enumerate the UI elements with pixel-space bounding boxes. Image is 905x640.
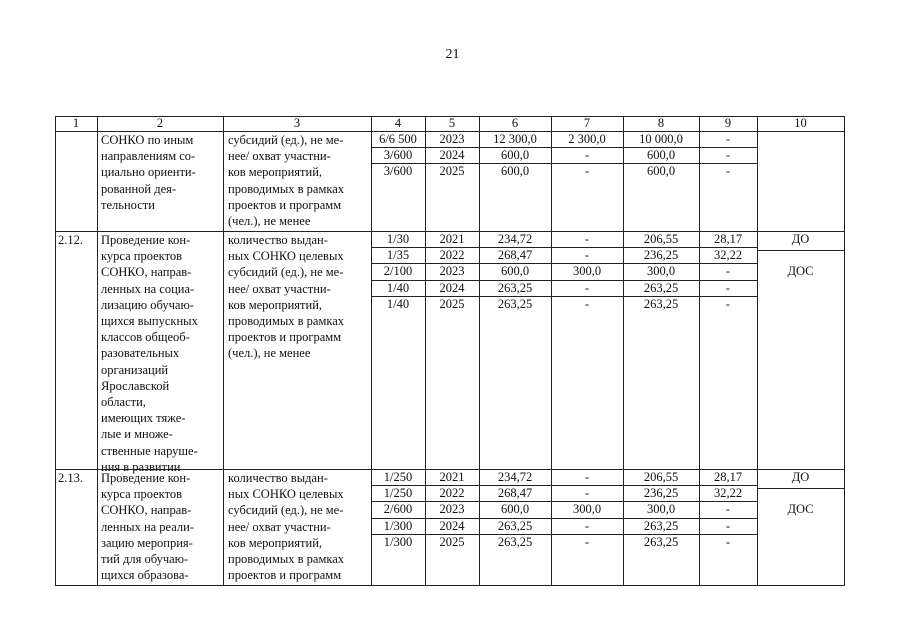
data-cell: - <box>725 280 731 295</box>
data-cell: - <box>584 164 590 179</box>
data-cell: 2023 <box>439 264 465 279</box>
data-cell: 600,0 <box>500 164 530 179</box>
data-cell: 2022 <box>439 486 465 501</box>
row-name-line: тельности <box>101 197 155 212</box>
row-name-line: щихся выпускных <box>101 314 198 328</box>
data-cell: 1/300 <box>383 518 413 533</box>
row-name-line: разовательных <box>101 346 180 361</box>
data-cell: - <box>584 280 590 295</box>
data-cell: 263,25 <box>497 518 533 533</box>
row-indicator-line: субсидий (ед.), не ме- <box>228 503 344 518</box>
row-name-line: циально ориенти- <box>101 165 196 180</box>
data-cell: 2025 <box>439 296 465 311</box>
header-cell: 5 <box>448 116 456 130</box>
row-name-line: направлениям со- <box>101 149 196 164</box>
header-cell: 7 <box>583 116 591 130</box>
data-cell: 2 300,0 <box>568 132 606 146</box>
data-cell: - <box>584 148 590 163</box>
data-cell: 1/300 <box>383 534 413 549</box>
row-name-line: ленных на реали- <box>101 519 194 534</box>
row-indicator-line: (чел.), не менее <box>228 346 311 361</box>
data-cell: 236,25 <box>643 486 679 501</box>
data-cell: 32,22 <box>713 486 743 501</box>
data-cell: 236,25 <box>643 248 679 263</box>
data-cell: 1/35 <box>386 248 410 263</box>
data-cell: 2025 <box>439 164 465 179</box>
responsible-cell: ДО <box>791 232 810 246</box>
data-cell: 300,0 <box>646 502 676 517</box>
row-indicator-line: проводимых в рамках <box>228 181 345 196</box>
row-name-line: организаций <box>101 362 169 377</box>
data-cell: 1/250 <box>383 486 413 501</box>
row-indicator-line: проводимых в рамках <box>228 552 345 566</box>
data-cell: 1/40 <box>386 296 410 311</box>
data-cell: - <box>725 164 731 179</box>
row-name-line: лизацию обучаю- <box>101 297 194 312</box>
row-indicator-line: субсидий (ед.), не ме- <box>228 133 344 147</box>
data-cell: 600,0 <box>500 502 530 517</box>
row-name-line: щихся образова- <box>101 568 189 583</box>
data-cell: 1/40 <box>386 280 410 295</box>
data-cell: 28,17 <box>713 232 743 246</box>
data-cell: 10 000,0 <box>639 132 683 146</box>
data-cell: 2024 <box>439 518 465 533</box>
data-cell: 263,25 <box>643 534 679 549</box>
data-cell: 600,0 <box>646 148 676 163</box>
row-name-line: СОНКО по иным <box>101 133 194 147</box>
data-cell: - <box>725 132 731 146</box>
data-cell: 268,47 <box>497 486 533 501</box>
row-name-line: имеющих тяже- <box>101 411 186 426</box>
data-cell: 2021 <box>439 470 465 484</box>
row-name-line: тий для обучаю- <box>101 552 189 566</box>
data-cell: - <box>584 248 590 263</box>
header-cell: 4 <box>394 116 402 130</box>
row-indicator-line: ков мероприятий, <box>228 297 323 312</box>
data-cell: 1/250 <box>383 470 413 484</box>
data-cell: 263,25 <box>643 518 679 533</box>
data-cell: - <box>725 264 731 279</box>
header-cell: 2 <box>156 116 164 130</box>
row-name-line: ленных на социа- <box>101 281 195 296</box>
data-cell: 268,47 <box>497 248 533 263</box>
row-indicator-line: ков мероприятий, <box>228 535 323 550</box>
data-cell: 2/100 <box>383 264 413 279</box>
data-cell: 3/600 <box>383 164 413 179</box>
row-indicator-line: ков мероприятий, <box>228 165 323 180</box>
data-cell: - <box>584 486 590 501</box>
data-cell: - <box>725 148 731 163</box>
header-cell: 3 <box>293 116 301 130</box>
data-cell: - <box>584 470 590 484</box>
header-cell: 10 <box>794 116 807 130</box>
data-cell: 234,72 <box>497 470 533 484</box>
header-cell: 8 <box>657 116 665 130</box>
row-name-line: Ярославской <box>101 378 170 393</box>
header-cell: 1 <box>72 116 80 130</box>
sub-row-line <box>757 488 844 489</box>
data-cell: 263,25 <box>497 534 533 549</box>
data-cell: - <box>725 296 731 311</box>
row-name-line: рованной дея- <box>101 181 177 196</box>
data-cell: - <box>584 296 590 311</box>
data-cell: 300,0 <box>572 502 602 517</box>
data-cell: 2024 <box>439 280 465 295</box>
row-name-line: СОНКО, направ- <box>101 503 192 518</box>
data-cell: 300,0 <box>646 264 676 279</box>
data-cell: 2023 <box>439 502 465 517</box>
data-cell: - <box>584 518 590 533</box>
row-number: 2.12. <box>58 233 83 247</box>
data-cell: 2021 <box>439 232 465 246</box>
data-cell: 2025 <box>439 534 465 549</box>
data-cell: - <box>725 534 731 549</box>
data-cell: 3/600 <box>383 148 413 163</box>
data-cell: 263,25 <box>643 280 679 295</box>
data-cell: 2/600 <box>383 502 413 517</box>
data-cell: 206,55 <box>643 232 679 246</box>
row-name-line: ния в развитии <box>101 459 181 474</box>
row-indicator-line: проектов и программ <box>228 197 342 212</box>
data-cell: 28,17 <box>713 470 743 484</box>
row-name-line: ственные наруше- <box>101 443 198 458</box>
row-indicator-line: нее/ охват участни- <box>228 149 331 164</box>
page-number: 21 <box>445 47 460 62</box>
data-cell: - <box>725 502 731 517</box>
row-indicator-line: нее/ охват участни- <box>228 519 331 534</box>
data-cell: - <box>584 232 590 246</box>
table-border-bottom <box>55 585 845 586</box>
data-cell: 6/6 500 <box>379 132 417 146</box>
header-cell: 6 <box>511 116 519 130</box>
row-name-line: СОНКО, направ- <box>101 265 192 280</box>
row-name-line: лые и множе- <box>101 427 173 442</box>
row-indicator-line: ных СОНКО целевых <box>228 487 344 502</box>
sub-row-line <box>757 250 844 251</box>
data-cell: 263,25 <box>497 296 533 311</box>
column-border <box>55 116 56 585</box>
data-cell: 2022 <box>439 248 465 263</box>
row-name-line: Проведение кон- <box>101 233 191 247</box>
data-cell: 263,25 <box>643 296 679 311</box>
data-cell: - <box>725 518 731 533</box>
data-cell: 12 300,0 <box>493 132 537 146</box>
row-indicator-line: количество выдан- <box>228 471 328 485</box>
row-name-line: курса проектов <box>101 249 183 264</box>
data-cell: - <box>584 534 590 549</box>
data-cell: 32,22 <box>713 248 743 263</box>
row-indicator-line: проектов и программ <box>228 568 342 583</box>
row-indicator-line: проектов и программ <box>228 330 342 345</box>
column-border <box>223 116 224 585</box>
row-indicator-line: субсидий (ед.), не ме- <box>228 265 344 280</box>
column-border <box>844 116 845 585</box>
data-cell: 600,0 <box>500 264 530 279</box>
data-cell: 2023 <box>439 132 465 146</box>
data-cell: 600,0 <box>646 164 676 179</box>
data-cell: 2024 <box>439 148 465 163</box>
row-name-line: Проведение кон- <box>101 471 191 485</box>
header-cell: 9 <box>724 116 732 130</box>
row-name-line: области, <box>101 395 146 409</box>
data-cell: 234,72 <box>497 232 533 246</box>
data-cell: 1/30 <box>386 232 410 246</box>
row-indicator-line: нее/ охват участни- <box>228 281 331 296</box>
responsible-cell: ДО <box>791 470 810 484</box>
row-indicator-line: проводимых в рамках <box>228 314 345 328</box>
responsible-cell: ДОС <box>787 502 814 517</box>
row-name-line: классов общеоб- <box>101 330 190 345</box>
row-name-line: зацию мероприя- <box>101 535 193 550</box>
row-name-line: курса проектов <box>101 487 183 502</box>
data-cell: 206,55 <box>643 470 679 484</box>
data-cell: 300,0 <box>572 264 602 279</box>
row-indicator-line: количество выдан- <box>228 233 328 247</box>
responsible-cell: ДОС <box>787 264 814 279</box>
column-border <box>97 116 98 585</box>
row-indicator-line: (чел.), не менее <box>228 214 311 228</box>
data-cell: 263,25 <box>497 280 533 295</box>
data-cell: 600,0 <box>500 148 530 163</box>
row-indicator-line: ных СОНКО целевых <box>228 249 344 264</box>
row-number: 2.13. <box>58 471 83 485</box>
